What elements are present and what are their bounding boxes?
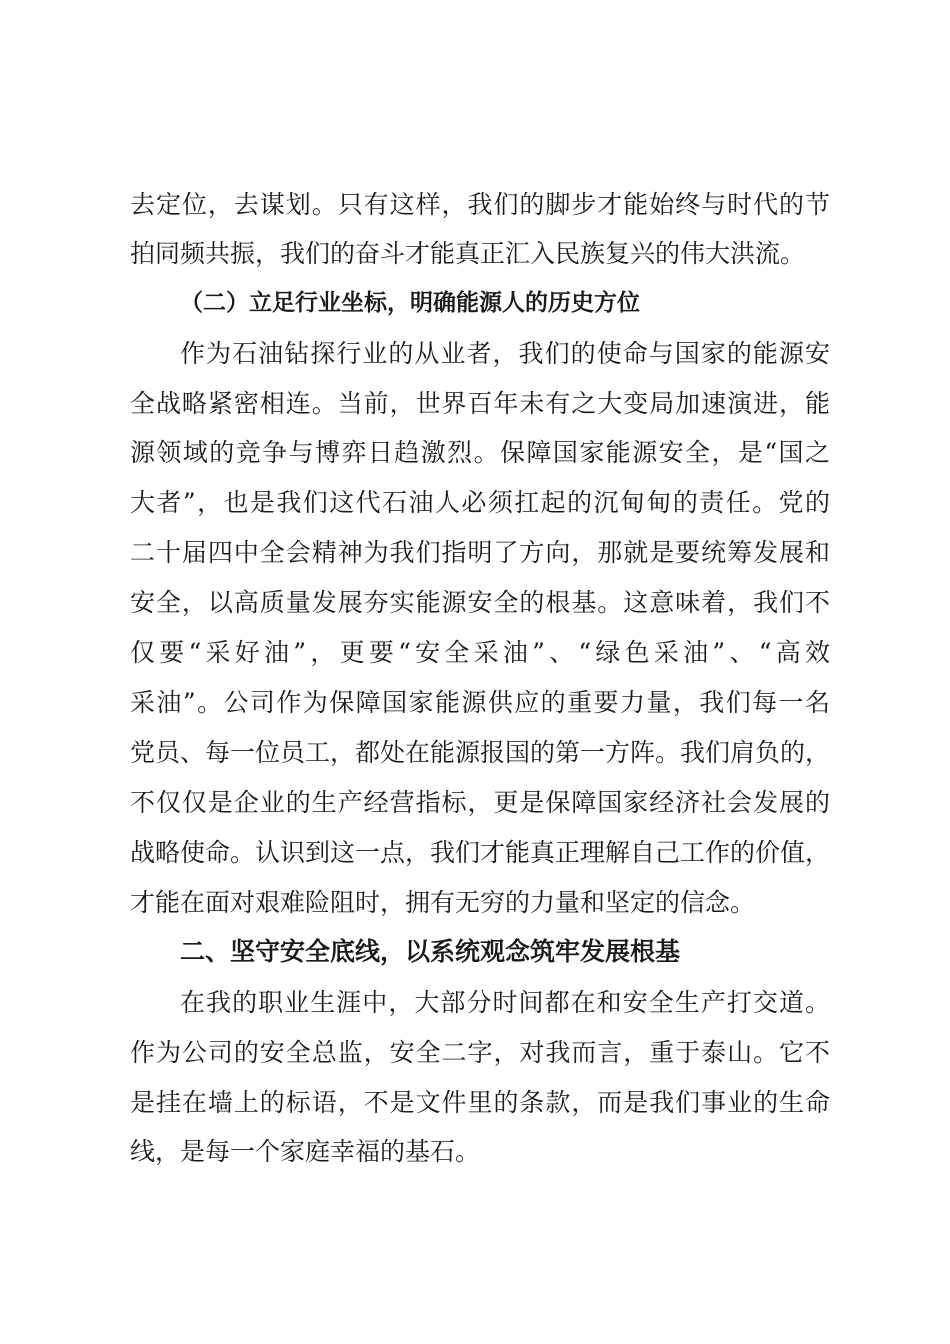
body-text-line: 战略使命。认识到这一点，我们才能真正理解自己工作的价值，	[130, 838, 830, 867]
body-text-line: 仅要“采好油”，更要“安全采油”、“绿色采油”、“高效	[130, 638, 830, 667]
body-text-line: 作为石油钻探行业的从业者，我们的使命与国家的能源安	[180, 339, 830, 368]
body-text-line: 作为公司的安全总监，安全二字，对我而言，重于泰山。它不	[130, 1038, 830, 1067]
body-text-line: 大者”，也是我们这代石油人必须扛起的沉甸甸的责任。党的	[130, 488, 830, 517]
body-text-line: 去定位，去谋划。只有这样，我们的脚步才能始终与时代的节	[130, 190, 830, 219]
body-text-line: 在我的职业生涯中，大部分时间都在和安全生产打交道。	[180, 988, 830, 1017]
body-text-line: 全战略紧密相连。当前，世界百年未有之大变局加速演进，能	[130, 389, 830, 418]
body-text-line: 党员、每一位员工，都处在能源报国的第一方阵。我们肩负的，	[130, 738, 830, 767]
body-text-line: 不仅仅是企业的生产经营指标，更是保障国家经济社会发展的	[130, 788, 830, 817]
body-text-line: 拍同频共振，我们的奋斗才能真正汇入民族复兴的伟大洪流。	[130, 239, 806, 268]
section-subheading: （二）立足行业坐标，明确能源人的历史方位	[180, 290, 640, 316]
body-text-line: 二十届四中全会精神为我们指明了方向，那就是要统筹发展和	[130, 538, 830, 567]
body-text-line: 才能在面对艰难险阻时，拥有无穷的力量和坚定的信念。	[130, 888, 756, 917]
body-text-line: 是挂在墙上的标语，不是文件里的条款，而是我们事业的生命	[130, 1088, 830, 1117]
body-text-line: 采油”。公司作为保障国家能源供应的重要力量，我们每一名	[130, 688, 830, 717]
body-text-line: 线，是每一个家庭幸福的基石。	[130, 1137, 481, 1166]
section-heading: 二、坚守安全底线，以系统观念筑牢发展根基	[180, 937, 681, 966]
body-text-line: 源领域的竞争与博弈日趋激烈。保障国家能源安全，是“国之	[130, 438, 830, 467]
body-text-line: 安全，以高质量发展夯实能源安全的根基。这意味着，我们不	[130, 588, 830, 617]
